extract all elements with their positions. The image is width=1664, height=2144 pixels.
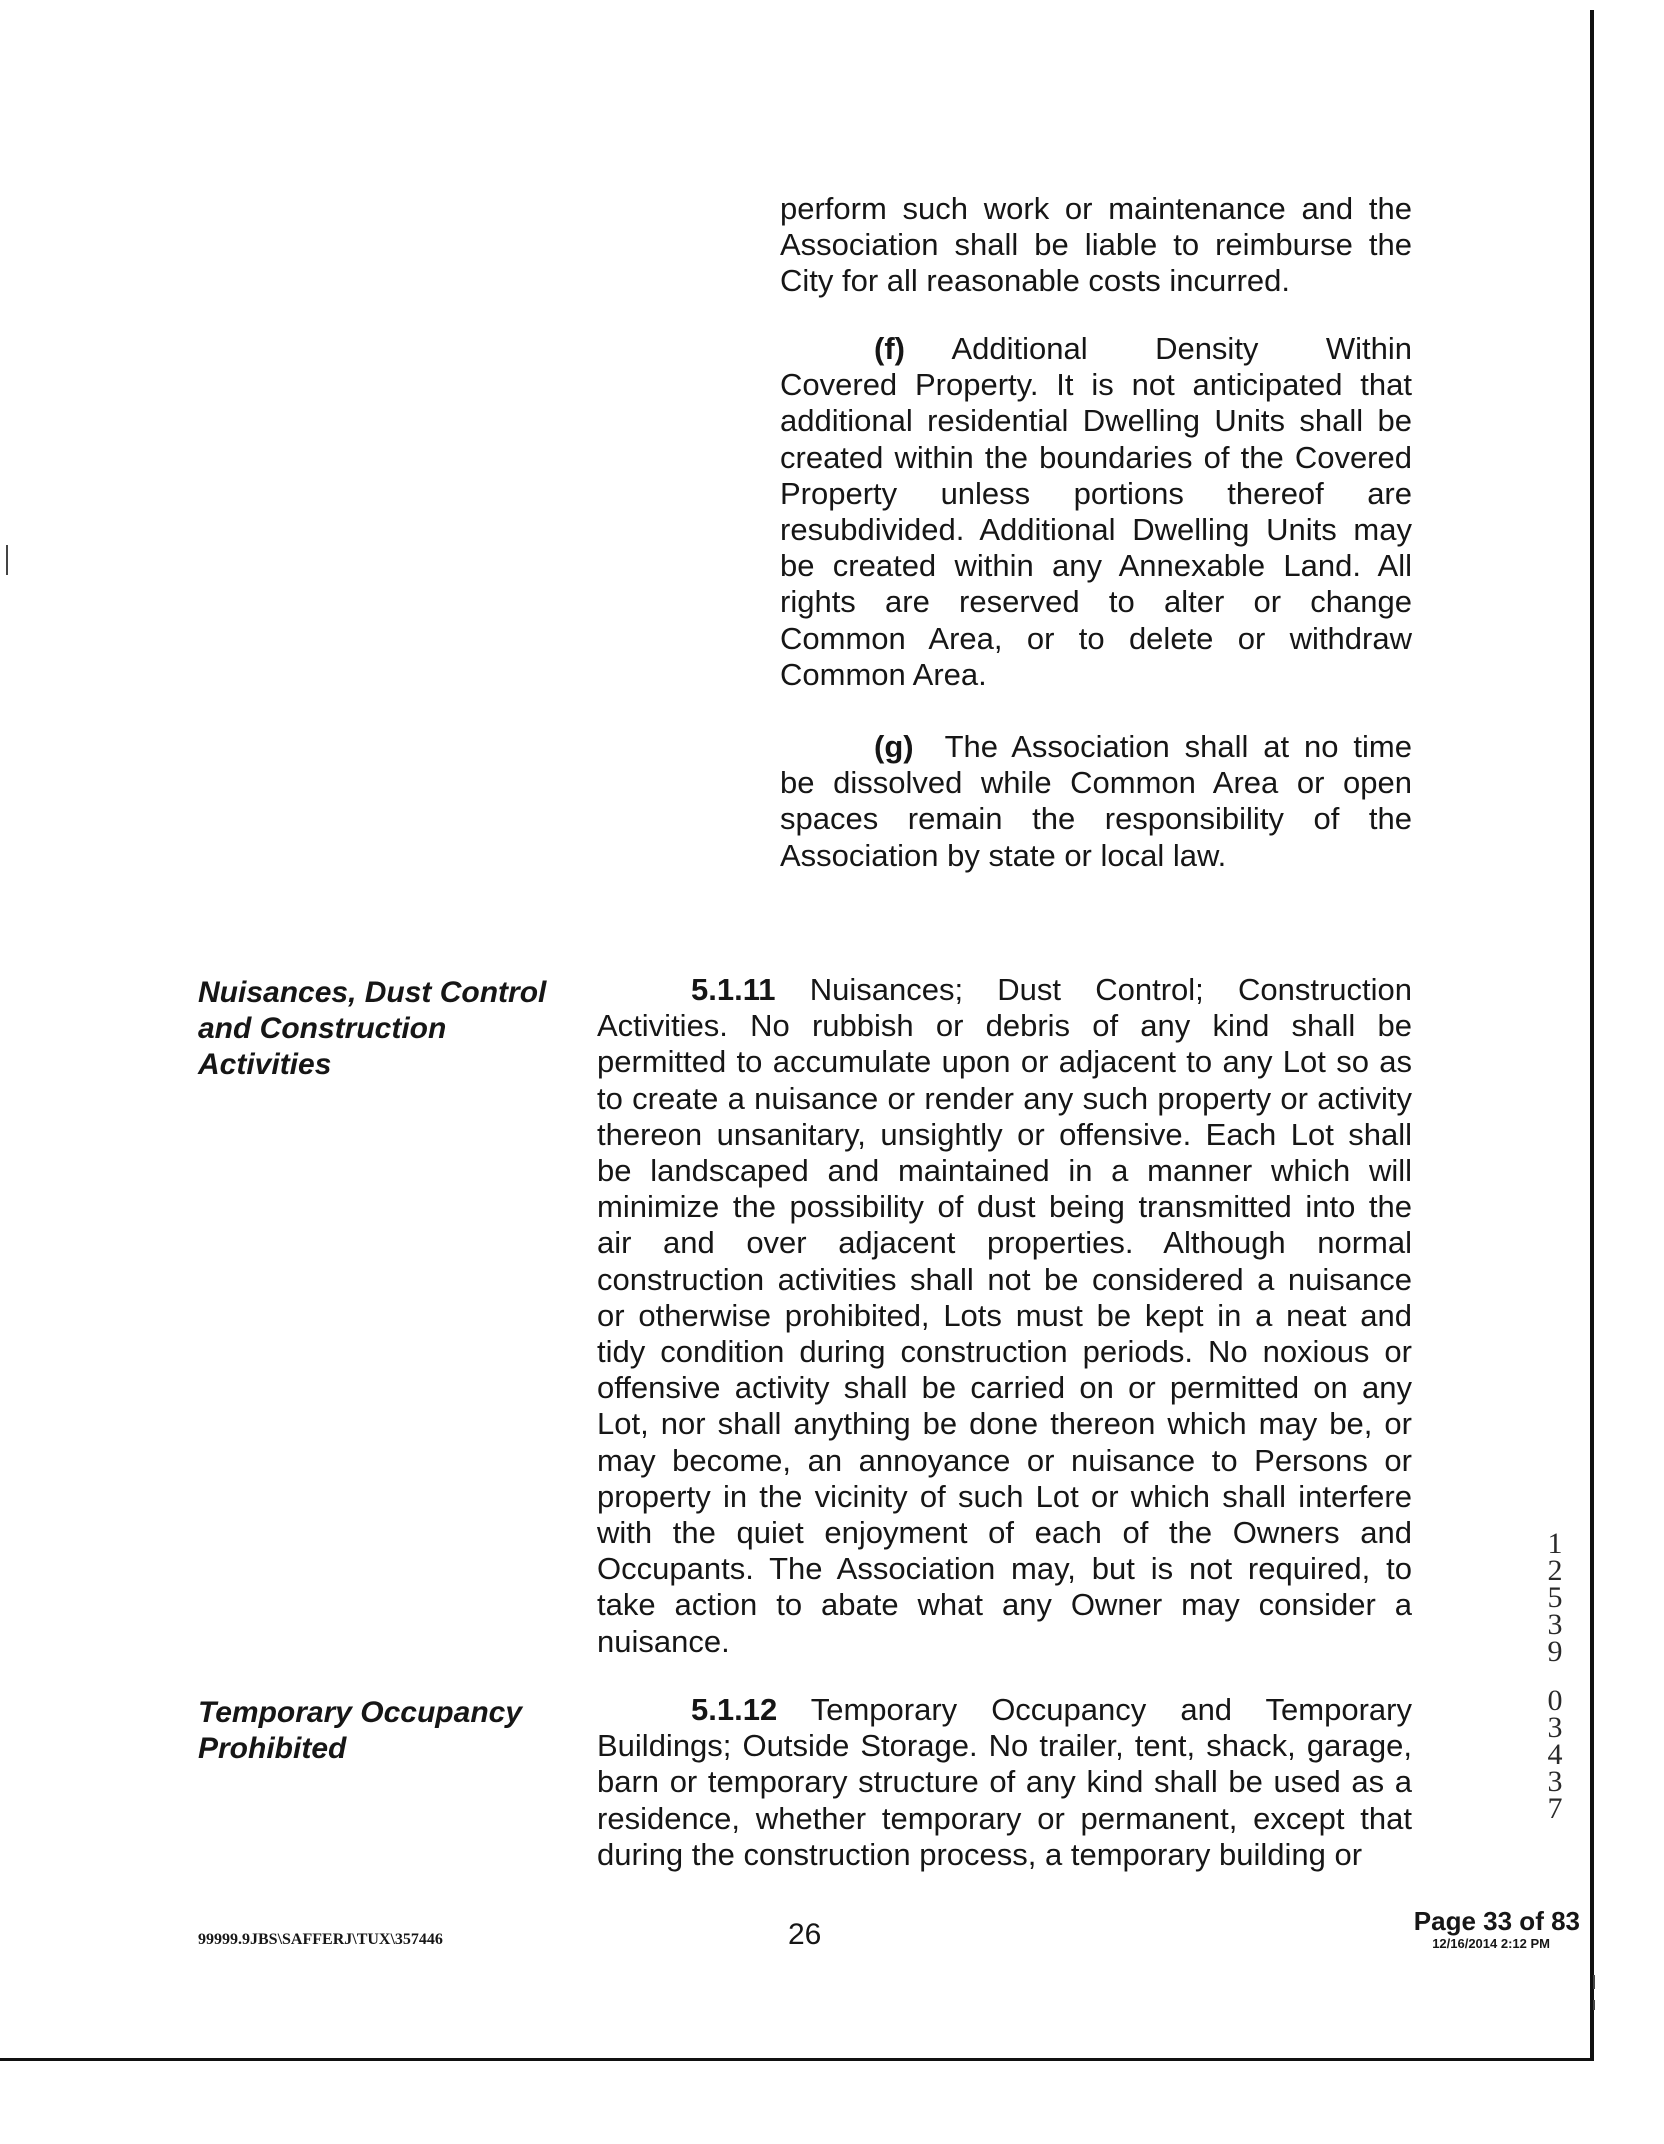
footer-timestamp: 12/16/2014 2:12 PM [1432, 1936, 1550, 1951]
margin-heading-nuisances: Nuisances, Dust Control and Construction Activities [198, 976, 547, 1081]
scan-mark [1593, 1975, 1595, 1989]
section-5-1-12 [597, 1692, 1412, 1873]
section-5-1-11 [597, 972, 1412, 1660]
paragraph-f-label: (f) [874, 331, 905, 366]
section-number: 5.1.12 [691, 1692, 778, 1727]
paragraph-g-text: The Association shall at no time be dissolved while Common Area or open spaces remain the responsibility of the Association by state or local law. [780, 729, 1412, 873]
recording-number-stamp: 1 2 5 3 9 0 3 4 3 7 [1547, 1527, 1563, 1825]
section-number: 5.1.11 [691, 972, 776, 1007]
footer-recording-info [1360, 1906, 1580, 1952]
scan-mark [1593, 2000, 1595, 2010]
section-text: Nuisances; Dust Control; Construction Activities. No rubbish or debris of any kind shall be permitted to accumulate upon or adjacent to any Lot so as to create a nuisance or render any such property or activity thereon unsanitary, unsightly or offensive. Each Lot shall be landscaped and maintained in a manner which will minimize the possibility of dust being transmitted into the air and over adjacent properties. Although normal construction activities shall not be considered a nuisance or otherwise prohibited, Lots must be kept in a neat and tidy condition during construction periods. No noxious or offensive activity shall be carried on or permitted on any Lot, nor shall anything be done thereon which may be, or may become, an annoyance or nuisance to Persons or property in the vicinity of such Lot or which shall interfere with the quiet enjoyment of each of the Owners and Occupants. The Association may, but is not required, to take action to abate what any Owner may consider a nuisance. [597, 972, 1412, 1659]
paragraph-f-text: Additional Density Within Covered Property. It is not anticipated that additional residential Dwelling Units shall be created within the boundaries of the Covered Property unless portions thereof are resubdivided. Additional Dwelling Units may be created within any Annexable Land. All rights are reserved to alter or change Common Area, or to delete or withdraw Common Area. [780, 331, 1412, 692]
margin-heading-temporary-occupancy: Temporary Occupancy Prohibited [198, 1696, 523, 1765]
footer-page-number: 26 [788, 1918, 822, 1951]
footer-document-id: 99999.9JBS\SAFFERJ\TUX\357446 [198, 1931, 443, 1948]
paragraph-g-label: (g) [874, 729, 914, 764]
paragraph-continued: perform such work or maintenance and the Association shall be liable to reimburse the City for all reasonable costs incurred. [780, 191, 1412, 299]
page-border-right [1590, 10, 1594, 2060]
footer-page-of: Page 33 of 83 [1413, 1906, 1580, 1936]
page-border-bottom [0, 2058, 1594, 2061]
section-text: Temporary Occupancy and Temporary Buildings; Outside Storage. No trailer, tent, shack, garage, barn or temporary structure of any kind shall be used as a residence, whether temporary or permanent, except that during the construction process, a temporary building or [597, 1692, 1412, 1872]
scan-mark [6, 545, 8, 575]
paragraph-g [780, 729, 1412, 874]
paragraph-f [780, 331, 1412, 693]
